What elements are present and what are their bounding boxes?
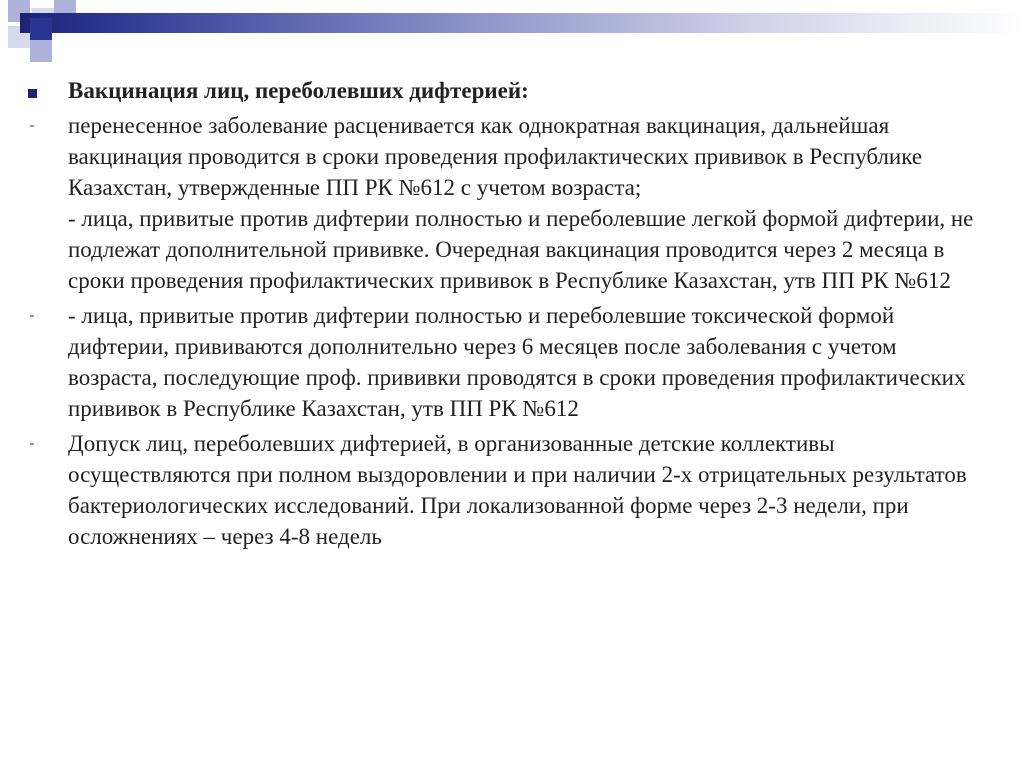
paragraph: Допуск лиц, переболевших дифтерией, в организованные детские коллективы осуществляются при полном выздоровлении и при наличии 2-х отрицательных результатов бактериологических исследований. При локализованной форме через 2-3 недели, при осложнениях – через 4-8 недель [68, 431, 967, 549]
paragraph: - лица, привитые против дифтерии полностью и переболевшие токсической формой дифтерии, прививаются дополнительно через 6 месяцев после заболевания с учетом возраста, последующие проф. прививки проводятся в сроки проведения профилактических прививок в Республике Казахстан, утв ПП РК №612 [68, 303, 966, 421]
slide-body [22, 75, 982, 556]
list-item [22, 300, 982, 424]
heading-item [22, 75, 982, 106]
decor-square [30, 40, 52, 62]
paragraph: - лица, привитые против дифтерии полностью и переболевшие легкой формой дифтерии, не подлежат дополнительной прививке. Очередная вакцинация проводится через 2 месяца в сроки проведения профилактических прививок в Республике Казахстан, утв ПП РК №612 [68, 206, 974, 293]
decor-square [30, 18, 52, 40]
dash-bullet: - [29, 118, 35, 133]
paragraph: перенесенное заболевание расценивается как однократная вакцинация, дальнейшая вакцинация проводится в сроки проведения профилактических прививок в Республике Казахстан, утвержденные ПП РК №612 с учетом возраста; [68, 113, 923, 200]
slide-heading: Вакцинация лиц, переболевших дифтерией: [68, 78, 529, 103]
dash-bullet: - [29, 308, 35, 323]
header-band [20, 13, 1024, 33]
list-item [22, 110, 982, 296]
list-item [22, 428, 982, 552]
square-bullet-icon [22, 75, 42, 106]
dash-bullet: - [29, 436, 35, 451]
